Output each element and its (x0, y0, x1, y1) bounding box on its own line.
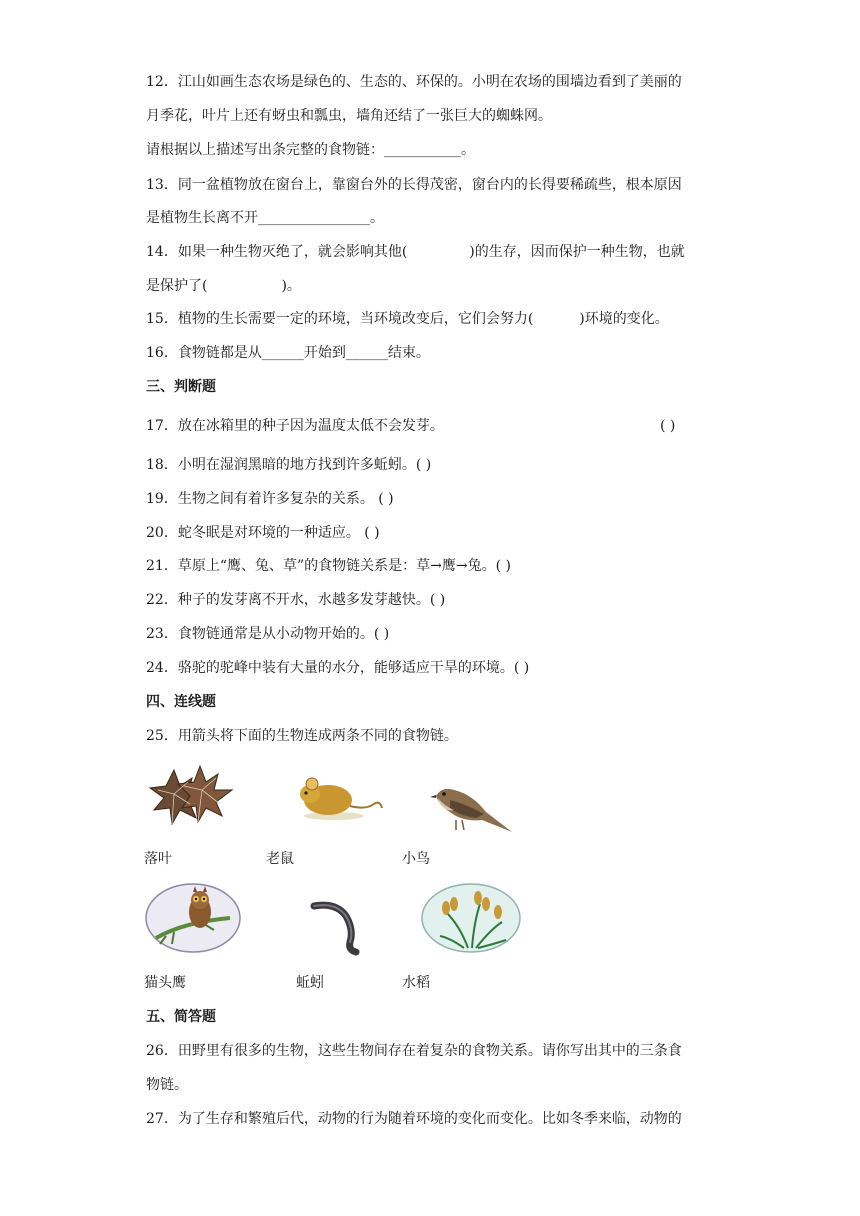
q14-line2-a: 是保护了( (146, 278, 208, 294)
owl-image (144, 882, 242, 954)
q25-line: 25．用箭头将下面的生物连成两条不同的食物链。 (146, 728, 458, 744)
q14-line1-b: )的生存，因而保护一种生物，也就 (469, 244, 685, 260)
q12-line2: 月季花，叶片上还有蚜虫和瓢虫，墙角还结了一张巨大的蜘蛛网。 (146, 108, 552, 124)
q26-line1: 26．田野里有很多的生物，这些生物间存在着复杂的食物关系。请你写出其中的三条食 (146, 1043, 682, 1059)
label-mouse: 老鼠 (266, 851, 294, 867)
small-bird-image (426, 774, 516, 836)
q12-line3: 请根据以上描述写出条完整的食物链：___________。 (146, 142, 475, 158)
label-fallen-leaves: 落叶 (144, 851, 172, 867)
q14-line2-b: )。 (281, 278, 301, 294)
section-5-heading: 五、简答题 (146, 1009, 216, 1025)
q16-line: 16．食物链都是从______开始到______结束。 (146, 345, 430, 361)
q15-a: 15．植物的生长需要一定的环境，当环境改变后，它们会努力( (146, 311, 534, 327)
fallen-leaves-image (144, 760, 240, 832)
rice-plant-image (420, 882, 522, 954)
mouse-image (294, 766, 386, 826)
judge-q17-paren: ( ) (660, 418, 676, 434)
judge-q21: 21．草原上“鹰、兔、草”的食物链关系是：草→鹰→兔。( ) (146, 558, 511, 574)
judge-q23: 23．食物链通常是从小动物开始的。( ) (146, 626, 390, 642)
judge-q20: 20．蛇冬眠是对环境的一种适应。 ( ) (146, 525, 380, 541)
earthworm-image (306, 898, 378, 956)
q14-line1 (146, 242, 685, 262)
q27-line1: 27．为了生存和繁殖后代，动物的行为随着环境的变化而变化。比如冬季来临，动物的 (146, 1111, 682, 1127)
judge-q17 (146, 416, 726, 436)
judge-q22: 22．种子的发芽离不开水，水越多发芽越快。( ) (146, 592, 446, 608)
q13-line1: 13．同一盆植物放在窗台上，靠窗台外的长得茂密，窗台内的长得要稀疏些，根本原因 (146, 177, 682, 193)
label-earthworm: 蚯蚓 (296, 975, 324, 991)
label-small-bird: 小鸟 (402, 851, 430, 867)
q14-line1-a: 14．如果一种生物灭绝了，就会影响其他( (146, 244, 408, 260)
q12-line1: 12．江山如画生态农场是绿色的、生态的、环保的。小明在农场的围墙边看到了美丽的 (146, 74, 682, 90)
judge-q17-text: 17．放在冰箱里的种子因为温度太低不会发芽。 (146, 418, 444, 434)
q26-line2: 物链。 (146, 1077, 188, 1093)
section-3-heading: 三、判断题 (146, 379, 216, 395)
label-rice: 水稻 (402, 975, 430, 991)
judge-q19: 19．生物之间有着许多复杂的关系。 ( ) (146, 491, 394, 507)
q15-b: )环境的变化。 (579, 311, 669, 327)
section-4-heading: 四、连线题 (146, 694, 216, 710)
q14-line2 (146, 276, 301, 296)
judge-q18: 18．小明在湿润黑暗的地方找到许多蚯蚓。( ) (146, 457, 432, 473)
q13-line2: 是植物生长离不开________________。 (146, 210, 384, 226)
judge-q24: 24．骆驼的驼峰中装有大量的水分，能够适应干旱的环境。( ) (146, 660, 530, 676)
label-owl: 猫头鹰 (144, 975, 186, 991)
q15-line (146, 309, 669, 329)
